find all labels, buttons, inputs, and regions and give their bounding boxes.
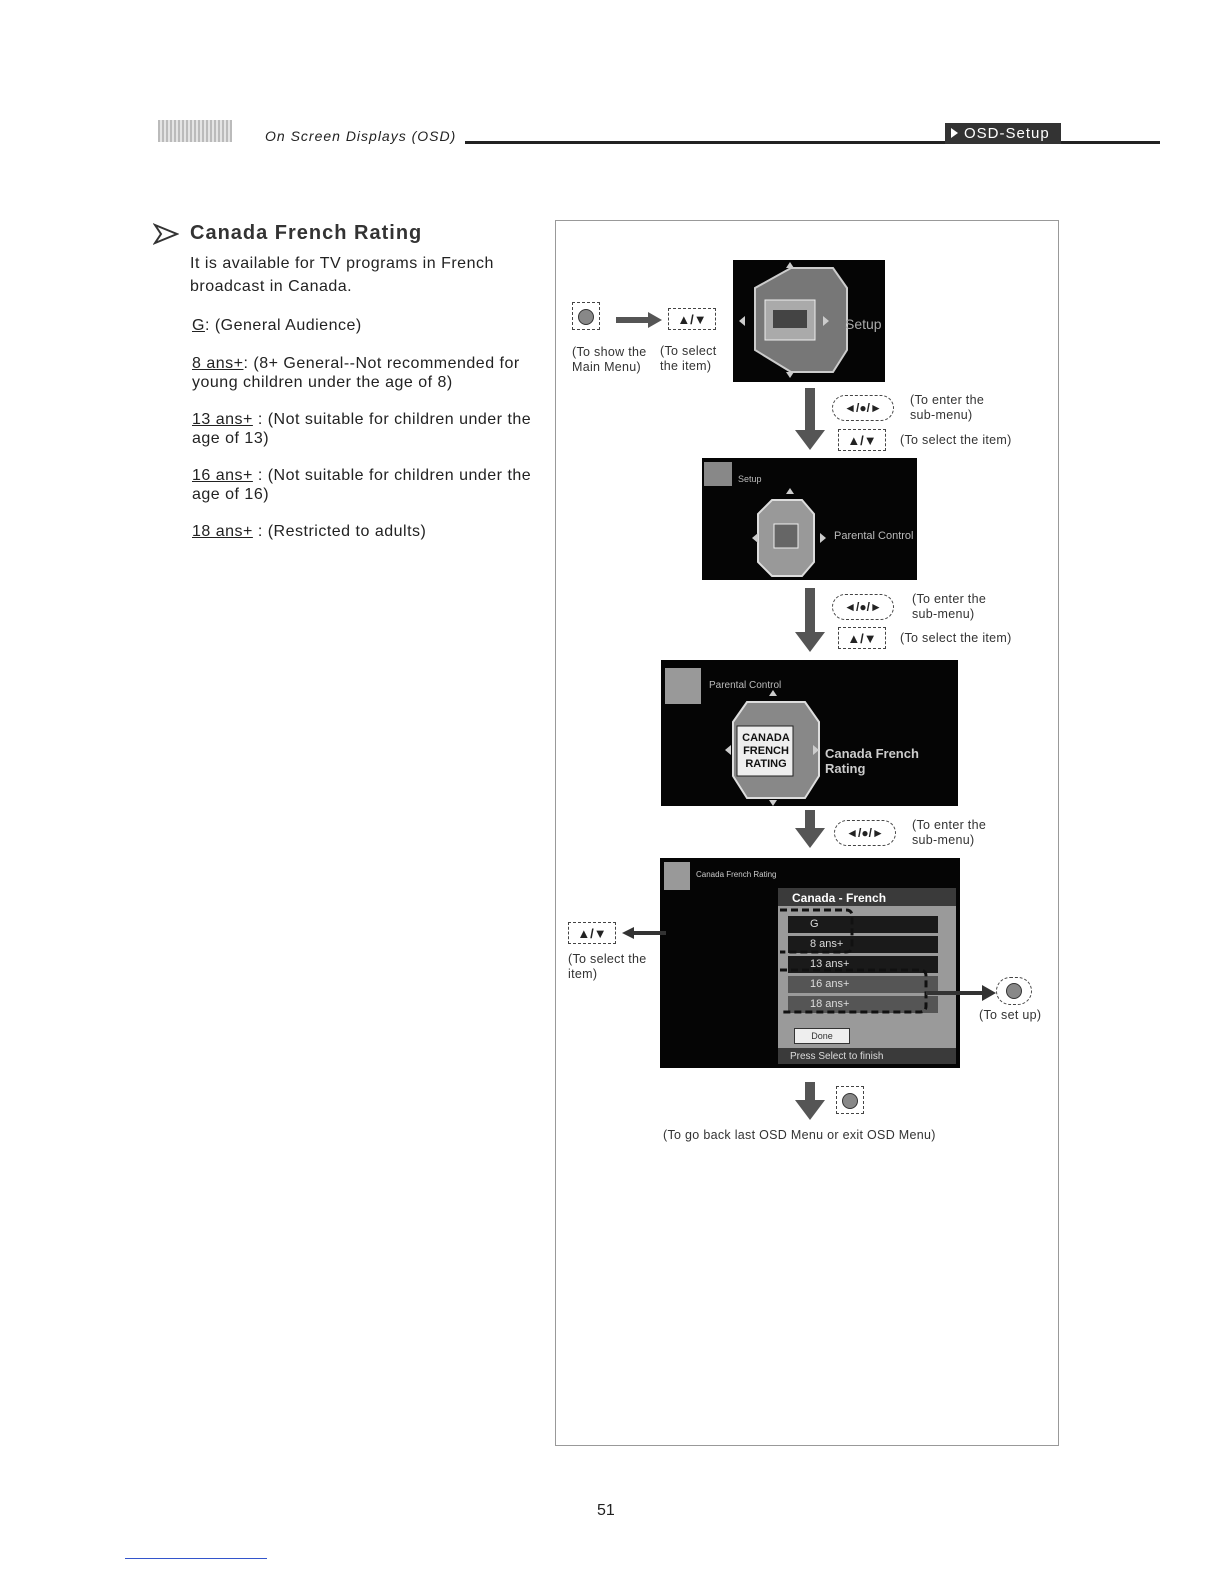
- section-title: Canada French Rating: [190, 222, 423, 244]
- screen3-icon-text: [740, 732, 792, 771]
- osd-screen-setup: [702, 458, 917, 580]
- caption-select-item: (To select the item): [900, 631, 1012, 645]
- rating-item-g: [192, 316, 542, 335]
- header-badge: [945, 123, 1061, 144]
- menu-key-icon: [572, 302, 600, 330]
- play-icon: [951, 128, 958, 138]
- rating-key: 13 ans+: [192, 411, 253, 428]
- header-decoration: [158, 120, 232, 142]
- selection-outline-graphic: [660, 858, 960, 1068]
- rating-item-16: [192, 466, 542, 504]
- header-badge-label: OSD-Setup: [964, 125, 1050, 142]
- osd-screen-main: [733, 260, 885, 382]
- canada-french-graphic: [661, 660, 958, 806]
- caption-enter-sub: (To enter the sub-menu): [910, 393, 985, 422]
- left-arrow-icon: [620, 924, 668, 942]
- down-arrow-icon: [795, 588, 825, 654]
- icon-line: RATING: [745, 758, 787, 770]
- rating-key: 16 ans+: [192, 467, 253, 484]
- right-arrow-icon: [926, 982, 998, 1004]
- menu-button-dot: [578, 309, 594, 325]
- list-item: 18 ans+: [788, 996, 938, 1013]
- list-item: 13 ans+: [788, 956, 938, 973]
- caption-enter-sub: (To enter the sub-menu): [912, 592, 987, 621]
- rating-key: 8 ans+: [192, 355, 244, 372]
- rating-key: G: [192, 317, 205, 334]
- list-item: G: [788, 916, 938, 933]
- header-section-title: On Screen Displays (OSD): [265, 128, 457, 144]
- rating-desc: : (Restricted to adults): [252, 523, 427, 540]
- screen4-corner-label: Canada French Rating: [696, 870, 777, 879]
- caption-show-main: (To show the Main Menu): [572, 345, 647, 374]
- icon-line: CANADA: [742, 732, 790, 744]
- select-button-dot: [1006, 983, 1022, 999]
- rating-item-13: [192, 410, 542, 448]
- rating-key: 18 ans+: [192, 523, 253, 540]
- down-arrow-icon: [795, 388, 825, 452]
- screen3-label: Canada French Rating: [825, 746, 919, 776]
- caption-select-item: (To select the item): [660, 344, 717, 373]
- footer-rule: [125, 1558, 267, 1559]
- list-item: 8 ans+: [788, 936, 938, 953]
- rating-item-18: [192, 522, 542, 541]
- page-number: 51: [597, 1502, 615, 1519]
- screen3-corner-label: Parental Control: [709, 680, 782, 691]
- updown-key-icon: ▲/▼: [838, 627, 886, 649]
- menu-key-icon: [836, 1086, 864, 1114]
- section-intro: It is available for TV programs in French broadcast in Canada.: [190, 255, 494, 295]
- rating-desc: : (Not suitable for children under the age of 13): [192, 411, 532, 447]
- menu-button-dot: [842, 1093, 858, 1109]
- rating-desc: : (Not suitable for children under the age of 16): [192, 467, 532, 503]
- osd-screen-canada-french: [660, 858, 960, 1068]
- icon-line: FRENCH: [743, 745, 789, 757]
- osd-screen-parental: [661, 660, 958, 806]
- down-arrow-icon: [795, 810, 825, 850]
- updown-key-icon: ▲/▼: [838, 429, 886, 451]
- rating-item-8: [192, 354, 542, 392]
- screen2-label: Parental Control: [834, 530, 914, 542]
- screen4-header: Canada - French: [792, 891, 887, 905]
- leftright-key-icon: ◄/●/►: [832, 395, 894, 421]
- right-arrow-icon: [614, 310, 664, 330]
- caption-select-item: (To select the item): [568, 952, 647, 981]
- caption-set-up: (To set up): [979, 1008, 1042, 1022]
- caption-enter-sub: (To enter the sub-menu): [912, 818, 987, 847]
- leftright-key-icon: ◄/●/►: [832, 594, 894, 620]
- updown-key-icon: ▲/▼: [568, 922, 616, 944]
- select-key-icon: [996, 977, 1032, 1005]
- screen2-corner-label: Setup: [738, 474, 762, 484]
- screen4-footer: Press Select to finish: [790, 1051, 884, 1062]
- updown-key-icon: ▲/▼: [668, 308, 716, 330]
- section-arrow-icon: [153, 222, 179, 246]
- done-button: Done: [794, 1028, 850, 1044]
- rating-desc: : (General Audience): [204, 317, 362, 334]
- leftright-key-icon: ◄/●/►: [834, 820, 896, 846]
- down-arrow-icon: [795, 1082, 825, 1122]
- caption-select-item: (To select the item): [900, 433, 1012, 447]
- rating-desc: : (8+ General--Not recommended for young children under the age of 8): [192, 355, 520, 391]
- parental-control-graphic: [702, 458, 917, 580]
- caption-go-back: (To go back last OSD Menu or exit OSD Menu): [663, 1128, 936, 1142]
- screen1-label: Setup: [845, 316, 882, 332]
- list-item: 16 ans+: [788, 976, 938, 993]
